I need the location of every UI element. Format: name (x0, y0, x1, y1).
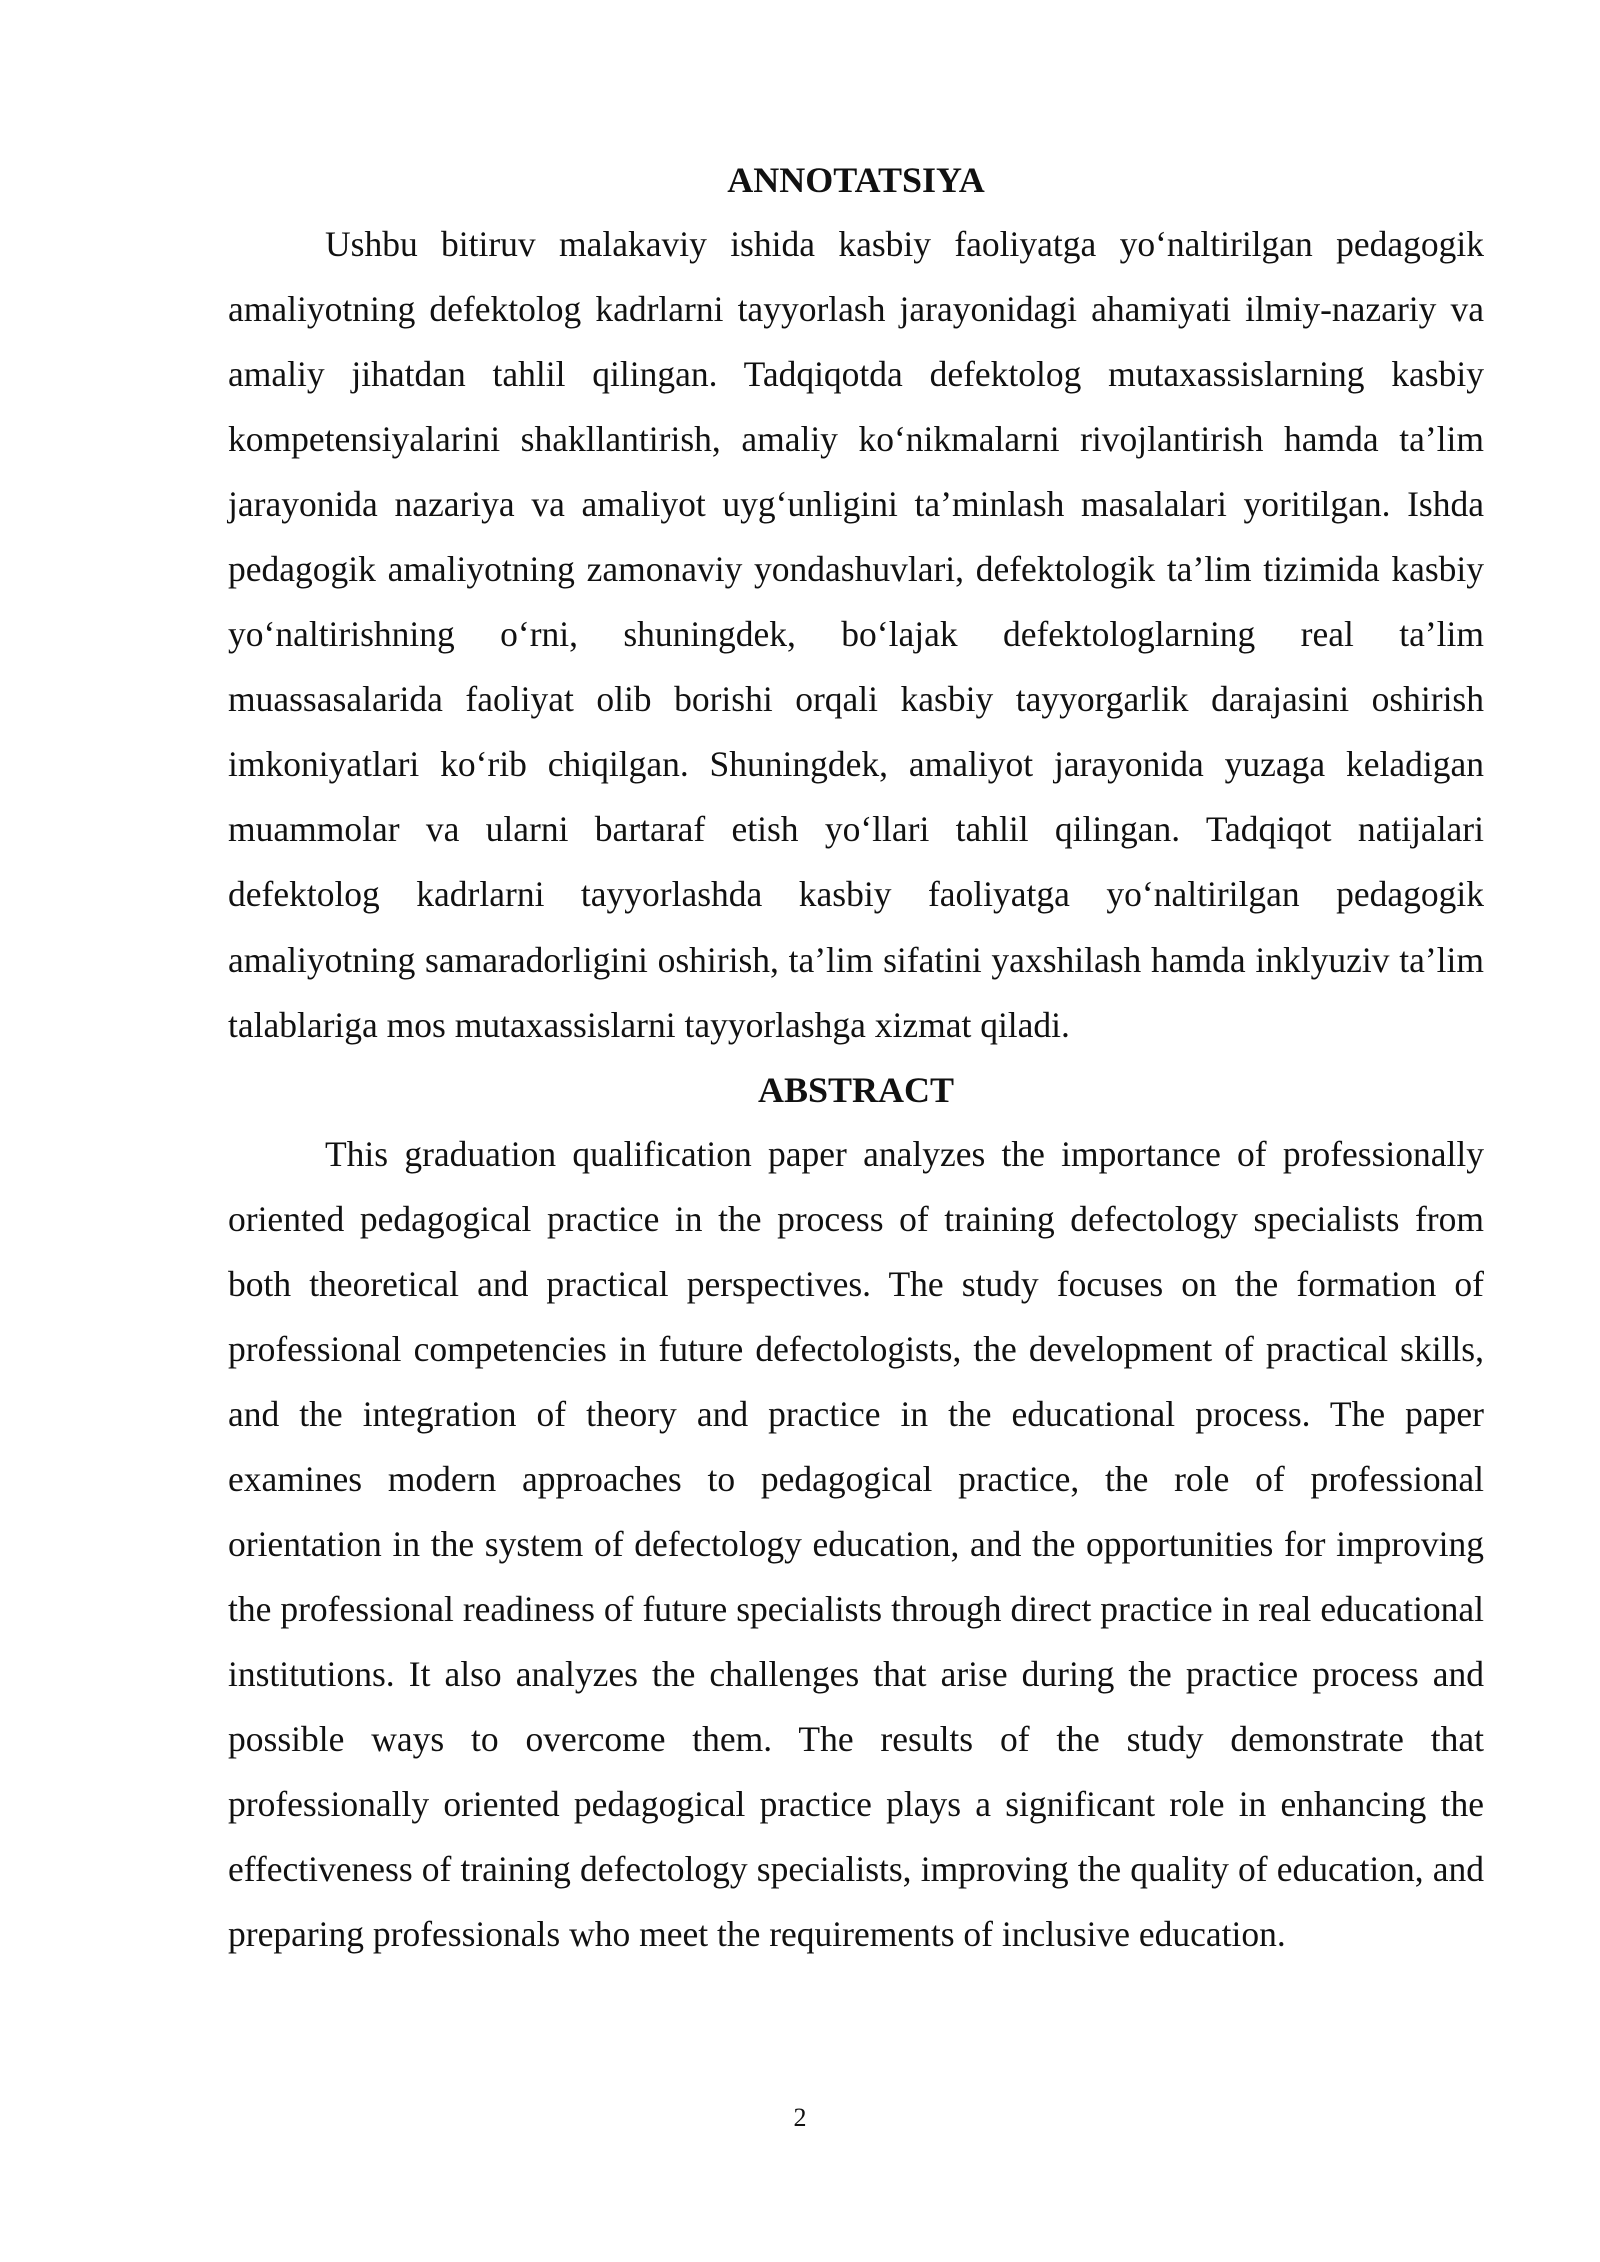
page-content (228, 148, 1484, 1967)
annotation-paragraph: Ushbu bitiruv malakaviy ishida kasbiy faoliyatga yo‘naltirilgan pedagogik amaliyotning defektolog kadrlarni tayyorlash jarayonidagi ahamiyati ilmiy-nazariy va amaliy jihatdan tahlil qilingan. Tadqiqotda defektolog mutaxassislarning kasbiy kompetensiyalarini shakllantirish, amaliy ko‘nikmalarni rivojlantirish hamda ta’lim jarayonida nazariya va amaliyot uyg‘unligini ta’minlash masalalari yoritilgan. Ishda pedagogik amaliyotning zamonaviy yondashuvlari, defektologik ta’lim tizimida kasbiy yo‘naltirishning o‘rni, shuningdek, bo‘lajak defektologlarning real ta’lim muassasalarida faoliyat olib borishi orqali kasbiy tayyorgarlik darajasini oshirish imkoniyatlari ko‘rib chiqilgan. Shuningdek, amaliyot jarayonida yuzaga keladigan muammolar va ularni bartaraf etish yo‘llari tahlil qilingan. Tadqiqot natijalari defektolog kadrlarni tayyorlashda kasbiy faoliyatga yo‘naltirilgan pedagogik amaliyotning samaradorligini oshirish, ta’lim sifatini yaxshilash hamda inklyuziv ta’lim talablariga mos mutaxassislarni tayyorlashga xizmat qiladi. (228, 224, 1484, 1045)
abstract-paragraph: This graduation qualification paper analyzes the importance of professionally oriented pedagogical practice in the process of training defectology specialists from both theoretical and practical perspectives. The study focuses on the formation of professional competencies in future defectologists, the development of practical skills, and the integration of theory and practice in the educational process. The paper examines modern approaches to pedagogical practice, the role of professional orientation in the system of defectology education, and the opportunities for improving the professional readiness of future specialists through direct practice in real educational institutions. It also analyzes the challenges that arise during the practice process and possible ways to overcome them. The results of the study demonstrate that professionally oriented pedagogical practice plays a significant role in enhancing the effectiveness of training defectology specialists, improving the quality of education, and preparing professionals who meet the requirements of inclusive education. (228, 1133, 1484, 1955)
abstract-heading: ABSTRACT (757, 1069, 955, 1110)
page-number: 2 (793, 2103, 807, 2132)
annotation-heading: ANNOTATSIYA (727, 160, 985, 200)
